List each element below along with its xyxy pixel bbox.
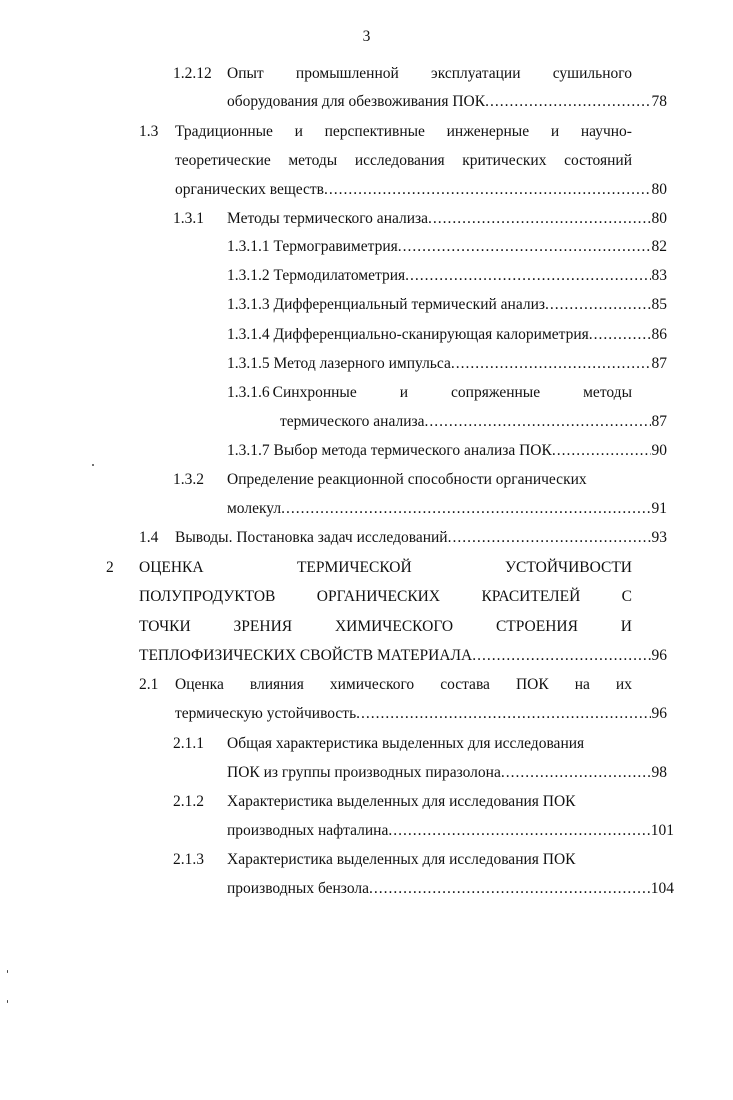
- toc-title-2-1-3: Характеристика выделенных для исследования ПОК: [227, 851, 576, 868]
- toc-page-1-3-1-7: 90: [651, 442, 667, 459]
- toc-title-1-3-2: Определение реакционной способности органических: [227, 471, 587, 488]
- toc-title-2-1-1: Общая характеристика выделенных для исследования: [227, 735, 585, 752]
- toc-num-2-1-3: 2.1.3: [173, 851, 204, 868]
- toc-page-1-3-1-2: 83: [651, 267, 667, 284]
- scan-speck: [7, 1000, 8, 1003]
- toc-entry-1-3-1-6-cont[interactable]: термического анализа ..... 87: [280, 412, 667, 432]
- toc-entry-1-4[interactable]: Выводы. Постановка задач исследований ..... 93: [175, 528, 667, 548]
- toc-entry-1-2-12-cont[interactable]: оборудования для обезвоживания ПОК ..... 78: [227, 92, 667, 112]
- toc-num-2: 2: [106, 559, 114, 576]
- toc-page-2-1-1: 98: [651, 764, 667, 781]
- toc-entry-1-3-1-5[interactable]: 1.3.1.5 Метод лазерного импульса ..... 87: [227, 354, 667, 374]
- toc-page-1-3-1: 80: [651, 210, 667, 227]
- toc-page-1-3-1-3: 85: [651, 296, 667, 313]
- toc-num-1-4: 1.4: [139, 529, 159, 546]
- toc-num-2-1-2: 2.1.2: [173, 793, 204, 810]
- toc-title-1-3: Традиционные и перспективные инженерные и научно-: [175, 123, 632, 140]
- toc-entry-2-1-3-cont[interactable]: производных бензола ..... 104: [227, 879, 674, 899]
- toc-num-1-3-2: 1.3.2: [173, 471, 204, 488]
- toc-entry-1-3-1-2[interactable]: 1.3.1.2 Термодилатометрия ..... 83: [227, 266, 667, 286]
- toc-page-1-3-2: 91: [651, 500, 667, 517]
- toc-entry-2-cont[interactable]: ТЕПЛОФИЗИЧЕСКИХ СВОЙСТВ МАТЕРИАЛА ..... 96: [139, 646, 667, 666]
- toc-title-2-line1: ОЦЕНКА ТЕРМИЧЕСКОЙ УСТОЙЧИВОСТИ: [139, 559, 632, 576]
- toc-entry-2-1-cont[interactable]: термическую устойчивость ..... 96: [175, 704, 667, 724]
- toc-entry-2-1-2-cont[interactable]: производных нафталина ..... 101: [227, 821, 674, 841]
- toc-entry-1-3-cont[interactable]: органических веществ ..... 80: [175, 180, 667, 200]
- toc-page-1-3-1-6: 87: [651, 413, 667, 430]
- toc-entry-1-3-2-cont[interactable]: молекул ..... 91: [227, 499, 667, 519]
- toc-title-2-line3: ТОЧКИ ЗРЕНИЯ ХИМИЧЕСКОГО СТРОЕНИЯ И: [139, 618, 632, 635]
- toc-title-1-3-1-6: 1.3.1.6 Синхронные и сопряженные методы: [227, 384, 632, 401]
- toc-num-2-1-1: 2.1.1: [173, 735, 204, 752]
- toc-page-2: 96: [651, 647, 667, 664]
- toc-page-1-3: 80: [651, 181, 667, 198]
- toc-page-2-1: 96: [651, 705, 667, 722]
- page-number: 3: [362, 28, 371, 45]
- toc-title-2-1-2: Характеристика выделенных для исследования ПОК: [227, 793, 576, 810]
- toc-page-2-1-3: 104: [650, 880, 674, 897]
- toc-page-1-4: 93: [651, 529, 667, 546]
- toc-num-1-3: 1.3: [139, 123, 159, 140]
- toc-entry-1-3-1-4[interactable]: 1.3.1.4 Дифференциально-сканирующая калориметрия ..... 86: [227, 325, 667, 345]
- toc-title-1-2-12: Опыт промышленной эксплуатации сушильного: [227, 65, 632, 82]
- toc-entry-1-3-1-3[interactable]: 1.3.1.3 Дифференциальный термический анализ ..... 85: [227, 295, 667, 315]
- toc-page-1-3-1-5: 87: [651, 355, 667, 372]
- scan-speck: [92, 464, 94, 466]
- toc-num-2-1: 2.1: [139, 676, 159, 693]
- scan-speck: [7, 970, 8, 973]
- toc-entry-2-1-1-cont[interactable]: ПОК из группы производных пиразолона ..... 98: [227, 763, 667, 783]
- toc-page-2-1-2: 101: [650, 822, 674, 839]
- toc-entry-1-3-1[interactable]: Методы термического анализа ..... 80: [227, 209, 667, 229]
- toc-title-2-1: Оценка влияния химического состава ПОК на их: [175, 676, 632, 693]
- toc-num-1-3-1: 1.3.1: [173, 210, 204, 227]
- toc-title-1-3-line2: теоретические методы исследования критических состояний: [175, 152, 632, 169]
- toc-entry-1-3-1-7[interactable]: 1.3.1.7 Выбор метода термического анализа ПОК ..... 90: [227, 441, 667, 461]
- toc-page-1-3-1-1: 82: [651, 238, 667, 255]
- toc-title-2-line2: ПОЛУПРОДУКТОВ ОРГАНИЧЕСКИХ КРАСИТЕЛЕЙ С: [139, 588, 632, 605]
- toc-num-1-2-12: 1.2.12: [173, 65, 212, 82]
- toc-entry-1-3-1-1[interactable]: 1.3.1.1 Термогравиметрия ..... 82: [227, 237, 667, 257]
- toc-page-1-2-12: 78: [651, 93, 667, 110]
- toc-page-1-3-1-4: 86: [651, 326, 667, 343]
